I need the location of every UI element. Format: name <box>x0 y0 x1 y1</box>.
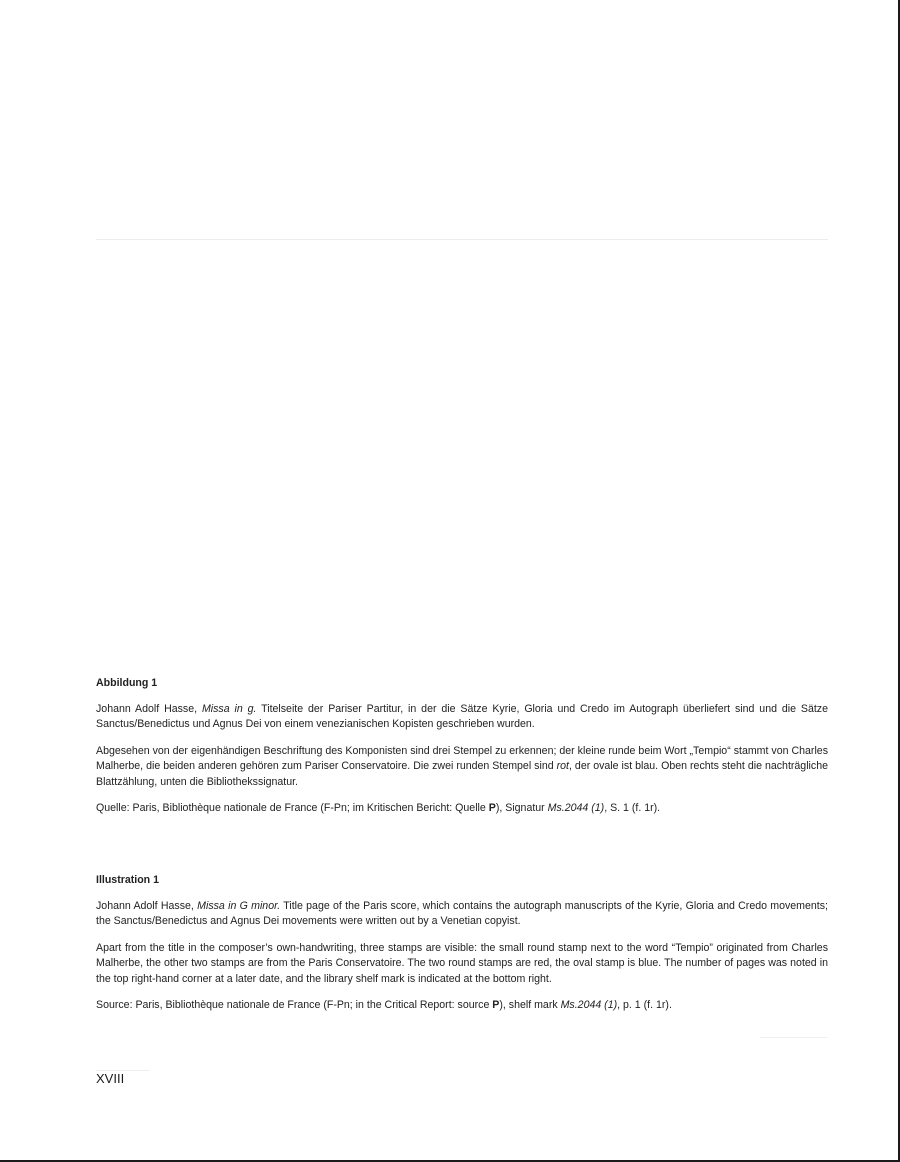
page-number: XVIII <box>96 1071 125 1086</box>
caption-german-paragraph-1 <box>96 702 828 733</box>
caption-german <box>96 676 828 828</box>
text: Johann Adolf Hasse, <box>96 702 202 715</box>
bottom-rule <box>760 1037 828 1038</box>
work-title: Missa in G minor. <box>197 899 281 912</box>
text: Quelle: Paris, Bibliothèque nationale de France (F-Pn; im Kritischen Bericht: Quelle <box>96 802 489 814</box>
emphasis: rot <box>556 760 569 772</box>
caption-english-paragraph-1 <box>96 899 828 930</box>
caption-english-paragraph-2: Apart from the title in the composer’s own-handwriting, three stamps are visible: the small round stamp next to the word “Tempio” originated from Charles Malherbe, the other two stamps are from the Paris Conservatoire. The two round stamps are red, the oval stamp is blue. The number of pages was noted in the top right-hand corner at a later date, and the library shelf mark is indicated at the bottom right. <box>96 941 828 985</box>
caption-heading-german: Abbildung 1 <box>96 677 158 689</box>
text: Johann Adolf Hasse, <box>96 899 198 912</box>
text: ), Signatur <box>495 802 548 814</box>
shelf-mark: Ms.2044 (1) <box>560 999 618 1011</box>
caption-heading-english: Illustration 1 <box>96 874 159 886</box>
text: , S. 1 (f. 1r). <box>604 802 661 814</box>
caption-german-paragraph-2 <box>96 744 828 791</box>
text: Title page of the Paris score, which contains the autograph manuscripts of the Kyrie, Gloria and Credo movements; the Sanctus/Benedictus and Agnus Dei movements were written out by a Venetian copyist. <box>96 899 828 927</box>
caption-english <box>96 873 828 1025</box>
source-siglum: P <box>492 999 500 1011</box>
text: Titelseite der Pariser Partitur, in der die Sätze Kyrie, Gloria und Credo im Autograph überliefert sind und die Sätze Sanctus/Benedictus und Agnus Dei von einem venezianischen Kopisten geschrieben wurden. <box>96 702 828 730</box>
shelf-mark: Ms.2044 (1) <box>547 802 605 814</box>
work-title: Missa in g. <box>201 702 257 715</box>
text: , p. 1 (f. 1r). <box>617 999 672 1011</box>
text: Abgesehen von der eigenhändigen Beschriftung des Komponisten sind drei Stempel zu erkennen; der kleine runde beim Wort „Tempio“ stammt von Charles Malherbe, die beiden anderen gehören zum Pariser Conservatoire. Die zwei runden Stempel sind <box>96 744 828 772</box>
top-rule <box>96 239 828 240</box>
text: ), shelf mark <box>499 999 561 1011</box>
text: , der ovale ist blau. Oben rechts steht die nachträgliche Blattzählung, unten die Bibliothekssignatur. <box>96 760 828 788</box>
source-siglum: P <box>488 802 496 814</box>
text: Source: Paris, Bibliothèque nationale de France (F-Pn; in the Critical Report: source <box>96 999 493 1011</box>
caption-german-source <box>96 801 828 817</box>
caption-english-source <box>96 998 828 1014</box>
figure-area <box>96 245 828 665</box>
